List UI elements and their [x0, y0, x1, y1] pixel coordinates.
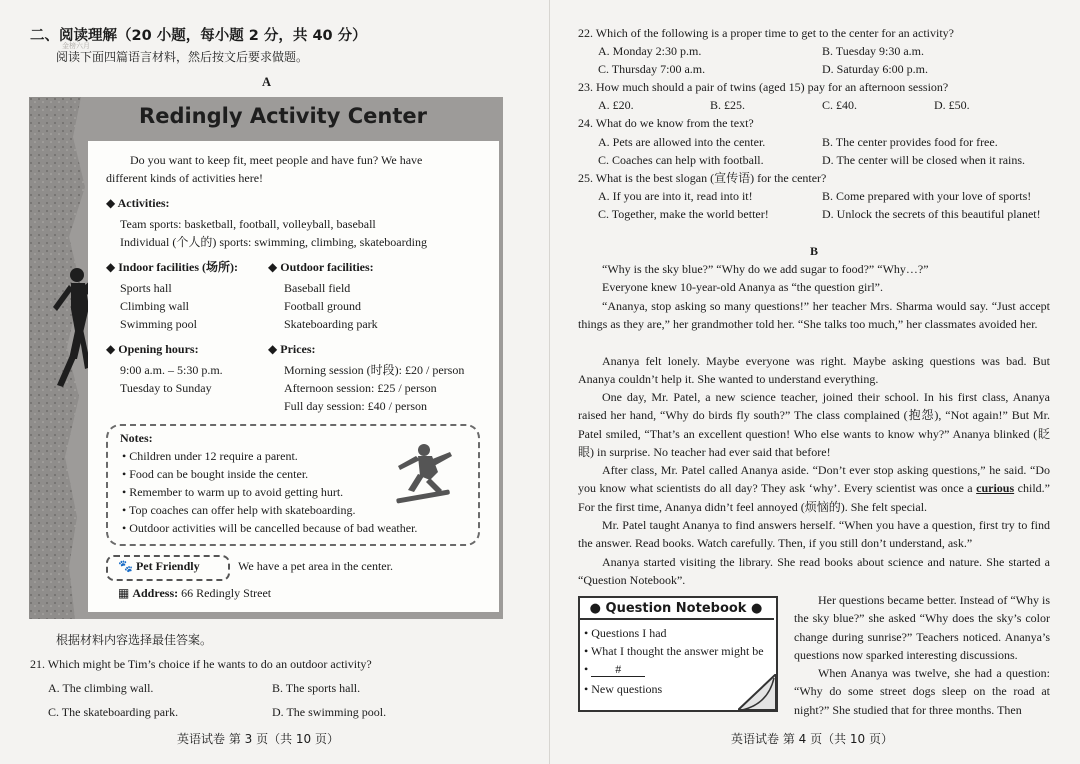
activities-heading: ◆ Activities: [106, 196, 170, 210]
paragraph: After class, Mr. Patel called Ananya aside. “Don’t ever stop asking questions,” he said. “Do you know what scientists do all day? They ask ‘why’. Every scientist was once a curious child.” For the first time, Ananya didn’t feel annoyed (烦恼的). She felt special. [578, 463, 1050, 514]
opening-hours-days: Tuesday to Sunday [120, 381, 212, 395]
bullet-icon: • [122, 467, 130, 481]
poster-title: Redingly Activity Center [139, 104, 427, 128]
q23-option-a: A. £20. [598, 98, 634, 112]
q22-option-d: D. Saturday 6:00 p.m. [822, 62, 928, 76]
watermark: 金榜六月 [62, 42, 90, 50]
building-icon: ▦ [118, 586, 133, 600]
indoor-heading: ◆ Indoor facilities (场所): [106, 260, 239, 274]
note-item: • Remember to warm up to avoid getting hurt. [122, 485, 344, 499]
paragraph: “Why is the sky blue?” “Why do we add sugar to food?” “Why…?” [602, 262, 929, 276]
bullet-icon: • [122, 521, 130, 535]
paragraph: Ananya started visiting the library. She read books about science and nature. She started a “Question Notebook”. [578, 555, 1050, 588]
price-item: Full day session: £40 / person [284, 399, 427, 413]
notebook-item [584, 662, 645, 677]
question-notebook-figure [578, 596, 778, 711]
bullet-icon: ● [589, 601, 606, 616]
outdoor-item: Football ground [284, 299, 361, 313]
paragraph: Her questions became better. Instead of “Why is the sky blue?” she asked “Why does the sky’s color change during sunrise?” Teachers noticed. Ananya’s questions now sparked interesting discussions. [794, 593, 1050, 663]
poster-intro-line1: Do you want to keep fit, meet people and have fun? We have [130, 153, 423, 167]
diamond-bullet-icon: ◆ [106, 342, 119, 356]
q25-option-a: A. If you are into it, read into it! [598, 189, 753, 203]
diamond-bullet-icon: ◆ [106, 260, 119, 274]
section-title: 二、阅读理解（20 小题，每小题 2 分，共 40 分） [30, 28, 367, 44]
skateboarder-icon [384, 440, 460, 506]
q25-stem: 25. What is the best slogan (宣传语) for the center? [578, 171, 827, 185]
paragraph: Ananya felt lonely. Maybe everyone was right. Maybe asking questions was bad. But Ananya couldn’t help it. She wanted to understand everything. [578, 354, 1050, 387]
q21-stem: 21. Which might be Tim’s choice if he wants to do an outdoor activity? [30, 657, 372, 671]
q21-option-c: C. The skateboarding park. [48, 705, 179, 719]
bullet-icon: • [122, 449, 130, 463]
outdoor-heading: ◆ Outdoor facilities: [268, 260, 374, 274]
page-footer-left: 英语试卷 第 3 页（共 10 页） [177, 732, 339, 746]
q21-option-b: B. The sports hall. [272, 681, 361, 695]
paw-icon: 🐾 [118, 559, 136, 573]
notebook-title-bar [578, 598, 774, 620]
diamond-bullet-icon: ◆ [268, 260, 281, 274]
q22-option-c: C. Thursday 7:00 a.m. [598, 62, 706, 76]
paragraph: Mr. Patel taught Ananya to find answers herself. “When you have a question, first try to find the answer. Read books. Watch carefully. Then, if you still don’t understand, ask.” [578, 518, 1050, 551]
curious-word: curious [976, 481, 1015, 496]
notebook-title: ● Question Notebook ● [589, 601, 763, 616]
blank-line: # [591, 662, 645, 677]
q24-option-a: A. Pets are allowed into the center. [598, 135, 766, 149]
passage-a-label: A [262, 75, 272, 89]
choose-instruction: 根据材料内容选择最佳答案。 [56, 633, 213, 647]
notes-heading: Notes: [120, 431, 153, 445]
q25-option-c: C. Together, make the world better! [598, 207, 769, 221]
bullet-icon: • [584, 682, 592, 696]
q23-option-b: B. £25. [710, 98, 746, 112]
q22-stem: 22. Which of the following is a proper time to get to the center for an activity? [578, 26, 954, 40]
price-item: Afternoon session: £25 / person [284, 381, 437, 395]
section-instruction: 阅读下面四篇语言材料，然后按文后要求做题。 [56, 50, 309, 64]
activities-individual: Individual (个人的) sports: swimming, climbing, skateboarding [120, 235, 427, 249]
page-curl-icon [738, 674, 778, 712]
outdoor-item: Skateboarding park [284, 317, 378, 331]
indoor-item: Climbing wall [120, 299, 189, 313]
pet-friendly-text: We have a pet area in the center. [238, 559, 393, 573]
q22-option-a: A. Monday 2:30 p.m. [598, 44, 702, 58]
opening-hours-time: 9:00 a.m. – 5:30 p.m. [120, 363, 223, 377]
bullet-icon: • [584, 626, 592, 640]
paragraph: When Ananya was twelve, she had a question: “Why do some street dogs sleep on the road at night?” She studied that for three months. Then [794, 666, 1050, 717]
q24-option-b: B. The center provides food for free. [822, 135, 998, 149]
pet-friendly-label: 🐾 Pet Friendly [118, 559, 200, 573]
notebook-item: • Questions I had [584, 626, 667, 640]
paragraph: One day, Mr. Patel, a new science teacher, joined their school. In his first class, Ananya raised her hand, “Why do birds fly south?” The class complained (抱怨), “Not again!” But Mr. Patel smiled, “That’s an excellent question! Who else wants to know why?” Ananya blinked (眨眼) in surprise. No teacher had ever said that before! [578, 390, 1050, 460]
prices-heading: ◆ Prices: [268, 342, 316, 356]
q21-option-a: A. The climbing wall. [48, 681, 154, 695]
bullet-icon: ● [746, 601, 763, 616]
q23-stem: 23. How much should a pair of twins (aged 15) pay for an afternoon session? [578, 80, 949, 94]
paragraph: Everyone knew 10-year-old Ananya as “the question girl”. [602, 280, 883, 294]
note-item: • Outdoor activities will be cancelled because of bad weather. [122, 521, 418, 535]
q24-stem: 24. What do we know from the text? [578, 116, 754, 130]
page-footer-right: 英语试卷 第 4 页（共 10 页） [731, 732, 893, 746]
poster-intro-line2: different kinds of activities here! [106, 171, 264, 185]
q25-option-b: B. Come prepared with your love of sports! [822, 189, 1032, 203]
activities-team: Team sports: basketball, football, volleyball, baseball [120, 217, 376, 231]
note-item: • Children under 12 require a parent. [122, 449, 298, 463]
bullet-icon: • [122, 503, 129, 517]
bullet-icon: • [584, 644, 591, 658]
bullet-icon: • [584, 662, 592, 676]
q25-option-d: D. Unlock the secrets of this beautiful planet! [822, 207, 1041, 221]
paragraph: “Ananya, stop asking so many questions!” her teacher Mrs. Sharma would say. “Just accept things as they are,” her grandmother told her. “She talks too much,” her classmates avoided her. [578, 299, 1050, 332]
price-item: Morning session (时段): £20 / person [284, 363, 465, 377]
q23-option-c: C. £40. [822, 98, 858, 112]
page-divider [549, 0, 550, 764]
passage-b-label: B [810, 244, 819, 258]
outdoor-item: Baseball field [284, 281, 351, 295]
diamond-bullet-icon: ◆ [106, 196, 118, 210]
indoor-item: Sports hall [120, 281, 172, 295]
bullet-icon: • [122, 485, 130, 499]
indoor-item: Swimming pool [120, 317, 198, 331]
address-line: ▦ Address: 66 Redingly Street [118, 586, 272, 600]
notebook-item: • New questions [584, 682, 663, 696]
opening-hours-heading: ◆ Opening hours: [106, 342, 199, 356]
notebook-item: • What I thought the answer might be [584, 644, 764, 658]
q23-option-d: D. £50. [934, 98, 970, 112]
q24-option-d: D. The center will be closed when it rains. [822, 153, 1026, 167]
q22-option-b: B. Tuesday 9:30 a.m. [822, 44, 925, 58]
note-item: • Food can be bought inside the center. [122, 467, 309, 481]
q21-option-d: D. The swimming pool. [272, 705, 387, 719]
q24-option-c: C. Coaches can help with football. [598, 153, 764, 167]
diamond-bullet-icon: ◆ [268, 342, 281, 356]
note-item: • Top coaches can offer help with skateboarding. [122, 503, 356, 517]
